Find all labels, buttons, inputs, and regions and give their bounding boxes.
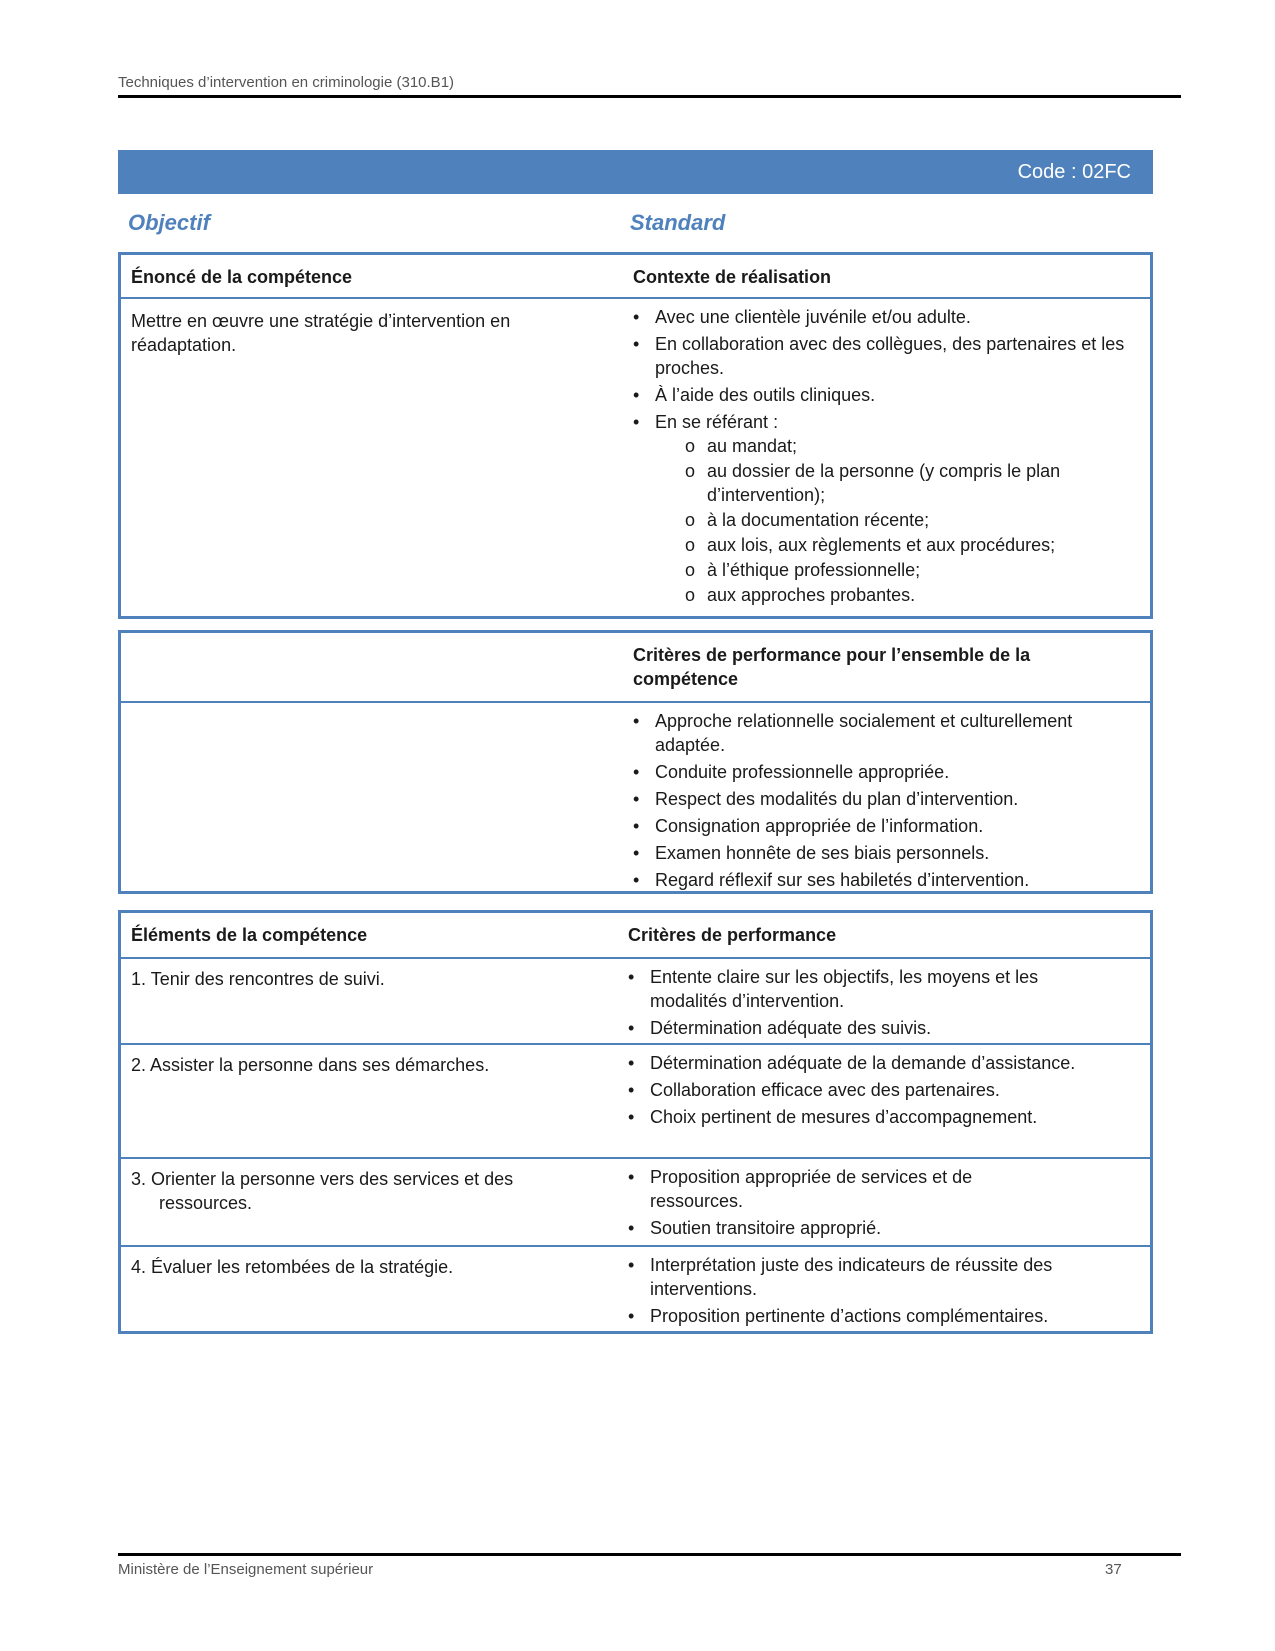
element-criteria (628, 1051, 1098, 1132)
referent-item: o au mandat; (685, 434, 1133, 458)
overall-criteria-header: Critères de performance pour l’ensemble de la compétence (633, 645, 1031, 689)
criterion-item: • Respect des modalités du plan d’intervention. (633, 787, 1093, 811)
element-criteria (628, 1253, 1108, 1331)
criterion-item: • Conduite professionnelle appropriée. (633, 760, 1093, 784)
criterion-item: • Entente claire sur les objectifs, les moyens et les modalités d’intervention. (628, 965, 1098, 1013)
context-item: • Avec une clientèle juvénile et/ou adulte. (633, 305, 1133, 329)
code-band (118, 150, 1153, 194)
overall-criteria-header-row (121, 633, 1150, 701)
criterion-item: • Interprétation juste des indicateurs de réussite des interventions. (628, 1253, 1108, 1301)
element-label: 1. Tenir des rencontres de suivi. (131, 969, 385, 989)
footer-rule (118, 1553, 1181, 1556)
criterion-item: • Approche relationnelle socialement et culturellement adaptée. (633, 709, 1093, 757)
overall-criteria-body-row (121, 701, 1150, 893)
header-rule (118, 95, 1181, 98)
overall-criteria-table (118, 630, 1153, 894)
referent-item: o au dossier de la personne (y compris le plan d’intervention); (685, 459, 1133, 507)
context-header: Contexte de réalisation (633, 267, 832, 287)
competency-statement: Mettre en œuvre une stratégie d’intervention en réadaptation. (131, 311, 511, 355)
competency-code: Code : 02FC (1017, 160, 1131, 183)
element-row (121, 1245, 1150, 1337)
referent-list (655, 434, 1133, 607)
referent-item: o à l’éthique professionnelle; (685, 558, 1133, 582)
element-row (121, 1157, 1150, 1245)
statement-header: Énoncé de la compétence (131, 267, 353, 287)
context-item (633, 410, 1133, 607)
footer-ministry: Ministère de l’Enseignement supérieur (118, 1561, 374, 1578)
criterion-item: • Collaboration efficace avec des partenaires. (628, 1078, 1098, 1102)
criterion-item: • Examen honnête de ses biais personnels. (633, 841, 1093, 865)
element-row (121, 1043, 1150, 1157)
context-item: • En collaboration avec des collègues, des partenaires et les proches. (633, 332, 1133, 380)
context-item: • À l’aide des outils cliniques. (633, 383, 1133, 407)
elements-table (118, 910, 1153, 1334)
criterion-item: • Regard réflexif sur ses habiletés d’intervention. (633, 868, 1093, 892)
referent-item: o aux lois, aux règlements et aux procédures; (685, 533, 1133, 557)
page-header-title: Techniques d’intervention en criminologie (310.B1) (118, 74, 455, 91)
criterion-item: • Consignation appropriée de l’information. (633, 814, 1093, 838)
elements-header-row (121, 913, 1150, 957)
element-label: 4. Évaluer les retombées de la stratégie. (131, 1257, 454, 1277)
context-list (633, 305, 1133, 610)
statement-header-row (121, 255, 1150, 297)
referent-item: o à la documentation récente; (685, 508, 1133, 532)
performance-header: Critères de performance (628, 925, 837, 945)
criterion-item: • Choix pertinent de mesures d’accompagnement. (628, 1105, 1098, 1129)
elements-header: Éléments de la compétence (131, 925, 368, 945)
objective-heading: Objectif (128, 210, 210, 235)
element-label: 3. Orienter la personne vers des services et des ressources. (131, 1169, 514, 1213)
context-item-label: En se référant : (655, 412, 779, 432)
criterion-item: • Détermination adéquate de la demande d’assistance. (628, 1051, 1098, 1075)
element-criteria (628, 1165, 1028, 1243)
statement-context-table (118, 252, 1153, 619)
overall-criteria-list (633, 709, 1093, 895)
element-label: 2. Assister la personne dans ses démarches. (131, 1055, 490, 1075)
statement-body-row (121, 297, 1150, 617)
standard-heading: Standard (630, 210, 726, 235)
criterion-item: • Soutien transitoire approprié. (628, 1216, 1028, 1240)
criterion-item: • Proposition appropriée de services et de ressources. (628, 1165, 1028, 1213)
element-criteria (628, 965, 1098, 1043)
page-number: 37 (1105, 1561, 1122, 1578)
referent-item: o aux approches probantes. (685, 583, 1133, 607)
criterion-item: • Détermination adéquate des suivis. (628, 1016, 1098, 1040)
element-row (121, 957, 1150, 1043)
criterion-item: • Proposition pertinente d’actions complémentaires. (628, 1304, 1108, 1328)
